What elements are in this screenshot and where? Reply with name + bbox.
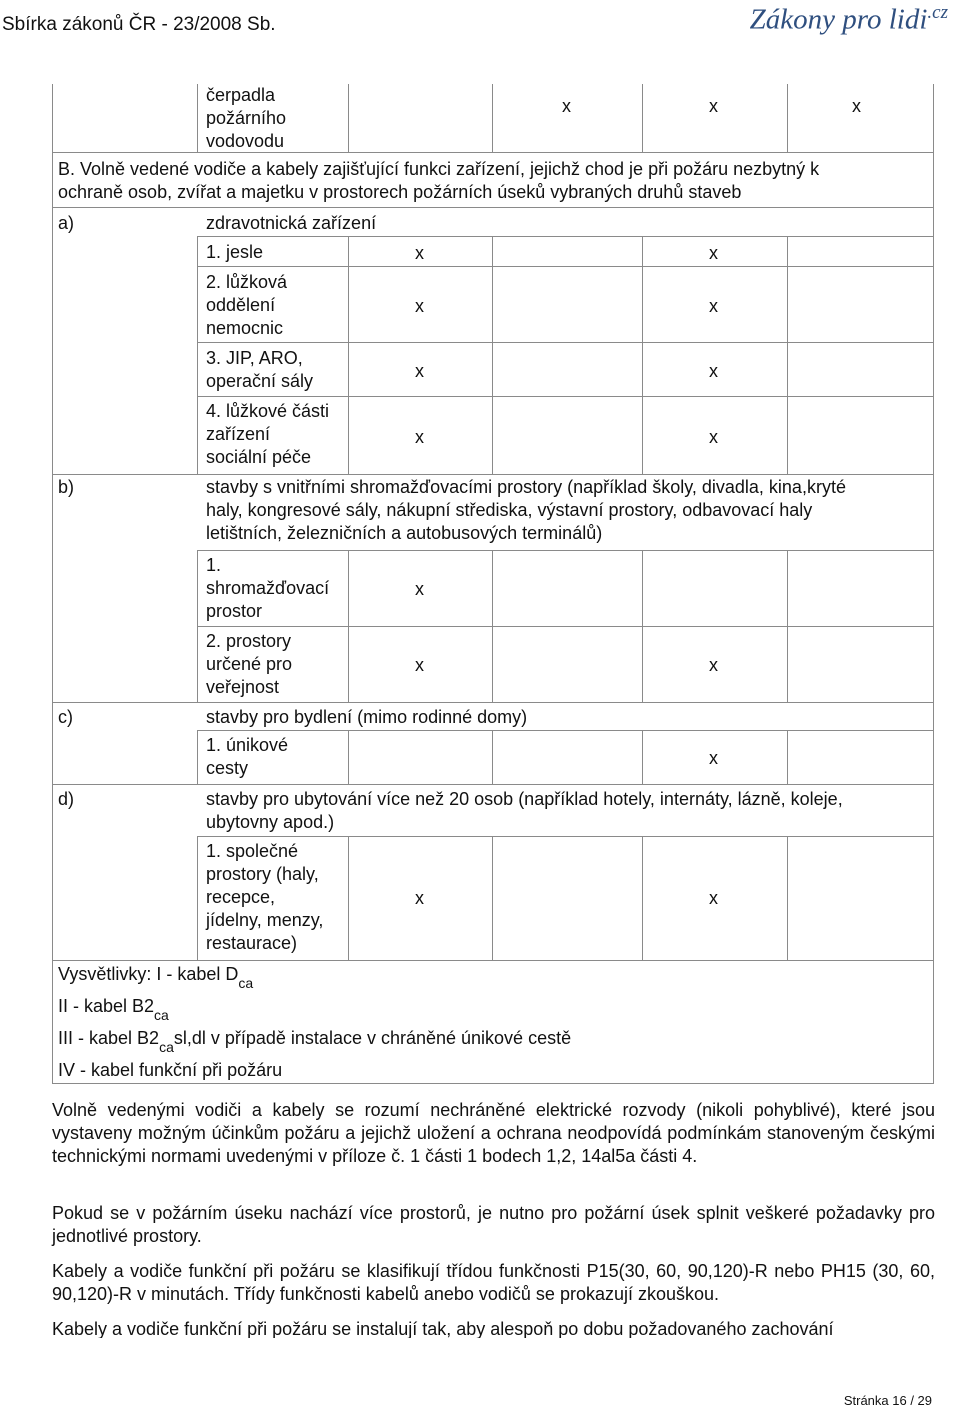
row-divider — [197, 836, 934, 837]
cell-border — [492, 84, 493, 152]
row-label: 2. prostory určené pro veřejnost — [206, 631, 293, 697]
row-divider — [197, 550, 934, 551]
table-border — [933, 84, 934, 1084]
cell-border — [787, 84, 788, 152]
requirement-mark: x — [415, 579, 424, 599]
requirement-mark: x — [709, 655, 718, 675]
cell-border — [197, 236, 198, 474]
document-title: Sbírka zákonů ČR - 23/2008 Sb. — [2, 14, 276, 35]
category-letter: c) — [58, 707, 73, 727]
cell-border — [492, 730, 493, 784]
category-title: stavby pro bydlení (mimo rodinné domy) — [206, 707, 528, 727]
requirement-mark: x — [415, 427, 424, 447]
table-border — [52, 84, 53, 1084]
cell-border — [348, 730, 349, 784]
row-divider — [52, 702, 934, 703]
table-border — [52, 1083, 934, 1084]
cell-border — [492, 236, 493, 474]
row-label: 1. únikové cesty — [206, 735, 289, 778]
requirement-mark: x — [709, 243, 718, 263]
cell-border — [787, 730, 788, 784]
requirement-mark: x — [415, 655, 424, 675]
cable-requirements-table — [52, 84, 934, 1084]
row-divider — [197, 626, 934, 627]
section-b-title: B. Volně vedené vodiče a kabely zajišťující funkci zařízení, jejichž chod je při požáru nezbytný k ochraně osob, zvířat a majetku v prostorech požárních úseků vybraných druhů staveb — [58, 159, 820, 202]
requirement-mark: x — [415, 296, 424, 316]
row-divider — [197, 236, 934, 237]
cell-border — [787, 236, 788, 474]
row-divider — [197, 396, 934, 397]
legend-line: II - kabel $B2_{ca}$ — [58, 996, 169, 1023]
logo-suffix: .cz — [927, 2, 948, 23]
row-divider — [52, 207, 934, 208]
row-divider — [197, 342, 934, 343]
requirement-mark: x — [709, 888, 718, 908]
legend-line: Vysvětlivky: I - kabel $D_{ca}$ — [58, 964, 254, 991]
cell-border — [197, 836, 198, 960]
cell-border — [642, 836, 643, 960]
cell-border — [348, 84, 349, 152]
cell-border — [492, 836, 493, 960]
row-divider — [52, 152, 934, 153]
cell-border — [348, 236, 349, 474]
requirement-mark: x — [709, 427, 718, 447]
category-title: stavby s vnitřními shromažďovacími prostory (například školy, divadla, kina,kryté haly, kongresové sály, nákupní střediska, výstavní prostory, odbavovací haly letištních, železničních a autobusových terminálů) — [206, 477, 846, 543]
requirement-mark: x — [709, 296, 718, 316]
requirement-mark: x — [415, 888, 424, 908]
cell-border — [197, 84, 198, 152]
cell-border — [787, 836, 788, 960]
row-divider — [197, 266, 934, 267]
requirement-mark: x — [709, 748, 718, 768]
body-paragraph: Kabely a vodiče funkční při požáru se instalují tak, aby alespoň po dobu požadovaného zachování — [52, 1319, 834, 1338]
requirement-mark: x — [709, 361, 718, 381]
row-label: 1. společné prostory (haly, recepce, jídelny, menzy, restaurace) — [206, 841, 324, 953]
requirement-mark: x — [415, 243, 424, 263]
cell-border — [348, 836, 349, 960]
requirement-mark: x — [852, 96, 861, 116]
row-label: 1. jesle — [206, 242, 264, 262]
row-divider — [52, 784, 934, 785]
body-paragraph: Kabely a vodiče funkční při požáru se klasifikují třídou funkčnosti P15(30, 60, 90,120)-R nebo PH15 (30, 60, 90,120)-R v minutách. Třídy funkčnosti kabelů anebo vodičů se prokazují zkouškou. — [52, 1261, 935, 1304]
row-label: 1. shromažďovací prostor — [206, 555, 330, 621]
legend-line: III - kabel $B2_{ca}sl,dl$ v případě instalace v chráněné únikové cestě — [58, 1028, 572, 1055]
row-label: 3. JIP, ARO, operační sály — [206, 348, 314, 391]
row-divider — [197, 730, 934, 731]
body-paragraph: Pokud se v požárním úseku nachází více prostorů, je nutno pro požární úsek splnit veškeré požadavky pro jednotlivé prostory. — [52, 1203, 935, 1246]
row-divider — [52, 474, 934, 475]
category-letter: a) — [58, 213, 75, 233]
requirement-mark: x — [562, 96, 571, 116]
row-label: 4. lůžkové části zařízení sociální péče — [206, 401, 330, 467]
requirement-mark: x — [709, 96, 718, 116]
requirement-mark: x — [415, 361, 424, 381]
row-label: čerpadla požárního vodovodu — [206, 85, 287, 151]
site-logo[interactable] — [750, 2, 948, 37]
cell-border — [642, 84, 643, 152]
row-label: 2. lůžková oddělení nemocnic — [206, 272, 288, 338]
logo-text: Zákony pro lidi — [749, 3, 928, 36]
body-paragraph: Volně vedenými vodiči a kabely se rozumí nechráněné elektrické rozvody (nikoli pohyblivé), které jsou vystaveny možným účinkům požáru a jejichž uložení a ochrana neodpovídá podmínkám stanoveným českými technickými normami uvedenými v příloze č. 1 části 1 bodech 1,2, 14al5a části 4. — [52, 1100, 935, 1166]
cell-border — [642, 730, 643, 784]
row-divider — [52, 960, 934, 961]
category-letter: b) — [58, 477, 75, 497]
cell-border — [642, 236, 643, 474]
page-number: Stránka 16 / 29 — [843, 1393, 932, 1408]
category-title: zdravotnická zařízení — [206, 213, 377, 233]
category-title: stavby pro ubytování více než 20 osob (například hotely, internáty, lázně, koleje, ubytovny apod.) — [206, 789, 843, 832]
category-letter: d) — [58, 789, 75, 809]
legend-line: IV - kabel funkční při požáru — [58, 1060, 283, 1080]
cell-border — [197, 730, 198, 784]
